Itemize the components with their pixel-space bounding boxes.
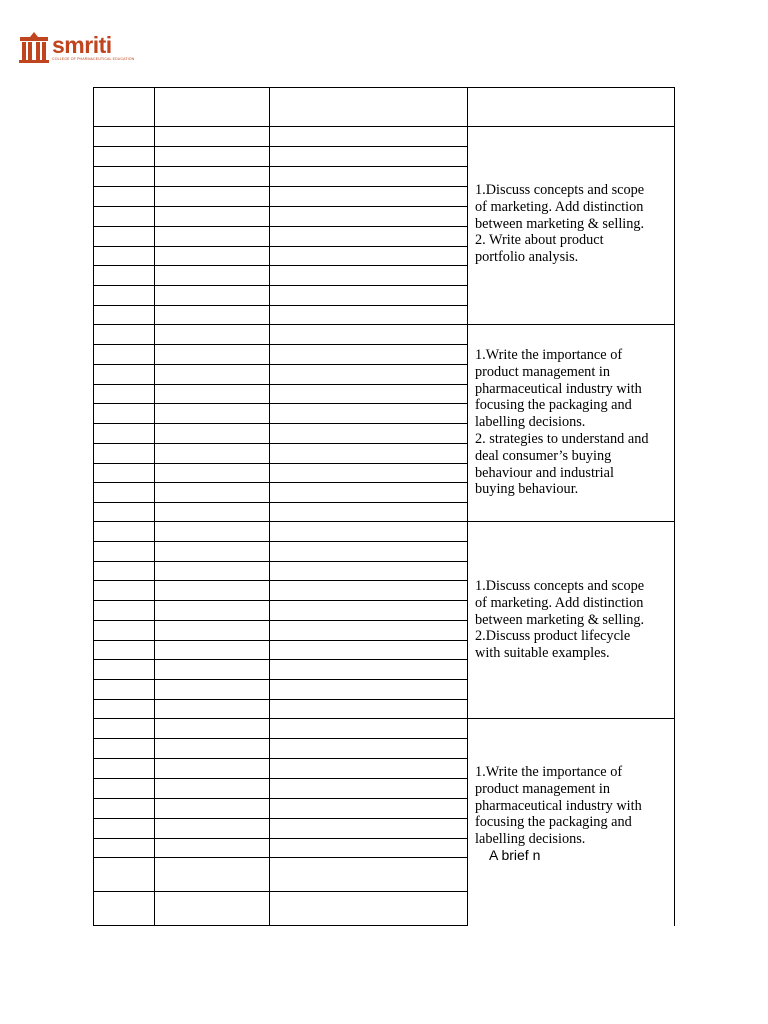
question-cell-text: 1.Write the importance of product management in pharmaceutical industry with focusing the packaging and labelling decisions.: [475, 764, 642, 848]
table-row-line: [93, 166, 468, 167]
table-row-line: [93, 305, 468, 306]
table-row-line: [93, 699, 468, 700]
group-divider: [467, 324, 675, 325]
table-row-line: [93, 324, 468, 325]
table-row-line: [93, 738, 468, 739]
table-column-line: [674, 87, 675, 926]
table-row-line: [93, 521, 468, 522]
table-row-line: [93, 857, 468, 858]
table-row-line: [93, 600, 468, 601]
table-row-line: [93, 502, 468, 503]
table-column-line: [154, 87, 155, 926]
table-row-line: [93, 265, 468, 266]
table-column-line: [467, 87, 468, 926]
table-row-line: [93, 659, 468, 660]
table-row-line: [93, 206, 468, 207]
table-row-line: [93, 891, 468, 892]
table-header-divider: [93, 126, 675, 127]
table-row-line: [93, 541, 468, 542]
table-row-line: [93, 344, 468, 345]
table-row-line: [93, 758, 468, 759]
group-divider: [467, 718, 675, 719]
question-cell-text: 1.Write the importance of product management in pharmaceutical industry with focusing the packaging and labelling decisions. 2. strategies to understand and deal consumer’s buying behaviour and industrial buying behaviour.: [475, 347, 649, 498]
table-row-line: [93, 561, 468, 562]
table-row-line: [93, 482, 468, 483]
brand-tagline: COLLEGE OF PHARMACEUTICAL EDUCATION: [52, 57, 135, 61]
question-cell-text: 1.Discuss concepts and scope of marketing. Add distinction between marketing & selling. 2. Write about product portfolio analysis.: [475, 182, 645, 266]
table-border-top: [93, 87, 675, 88]
table-row-line: [93, 798, 468, 799]
table-row-line: [93, 423, 468, 424]
table-row-line: [93, 186, 468, 187]
table-row-line: [93, 679, 468, 680]
table-row-line: [93, 403, 468, 404]
table-row-line: [93, 463, 468, 464]
table-row-line: [93, 580, 468, 581]
table-column-line: [93, 87, 94, 926]
table-row-line: [93, 818, 468, 819]
group-divider: [467, 521, 675, 522]
smriti-logo: [18, 30, 138, 66]
table-column-line: [269, 87, 270, 926]
table-row-line: [93, 226, 468, 227]
table-row-line: [93, 778, 468, 779]
table-row-line: [93, 364, 468, 365]
temple-icon: [18, 30, 50, 64]
brand-name: smriti: [52, 32, 112, 58]
table-row-line: [93, 246, 468, 247]
table-row-line: [93, 443, 468, 444]
table-row-line: [93, 640, 468, 641]
table-row-line: [93, 146, 468, 147]
table-row-line: [93, 838, 468, 839]
table-row-line: [93, 384, 468, 385]
question-cell-text: 1.Discuss concepts and scope of marketing. Add distinction between marketing & selling. 2.Discuss product lifecycle with suitable examples.: [475, 578, 645, 662]
table-row-line: [93, 925, 468, 926]
table-row-line: [93, 620, 468, 621]
table-row-line: [93, 718, 468, 719]
table-row-line: [93, 285, 468, 286]
overflow-note: A brief n: [489, 847, 541, 863]
